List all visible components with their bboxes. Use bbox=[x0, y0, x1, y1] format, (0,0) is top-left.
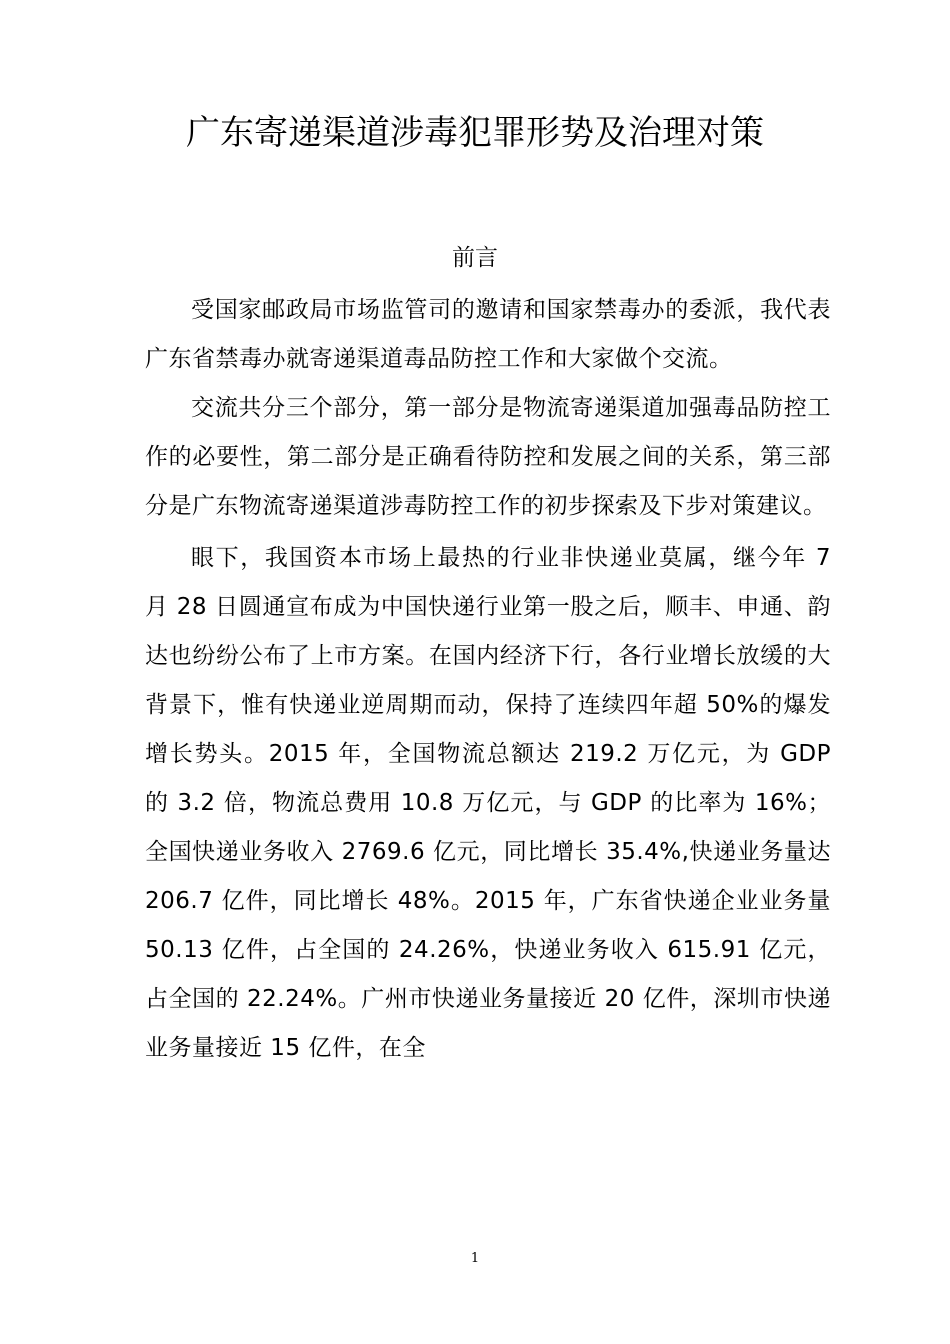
section-heading: 前言 bbox=[452, 245, 498, 271]
document-title: 广东寄递渠道涉毒犯罪形势及治理对策 bbox=[186, 113, 764, 153]
page-number: 1 bbox=[470, 1251, 480, 1266]
paragraph-3: 眼下，我国资本市场上最热的行业非快递业莫属，继今年 7 月 28 日圆通宣布成为中国快递行业第一股之后，顺丰、申通、韵达也纷纷公布了上市方案。在国内经济下行，各行业增长放缓的大背景下，惟有快递业逆周期而动，保持了连续四年超 50%的爆发增长势头。2015 年，全国物流总额达 219.2 万亿元，为 GDP 的 3.2 倍，物流总费用 10.8 万亿元，与 GDP 的比率为 16%；全国快递业务收入 2769.6 亿元，同比增长 35.4%,快递业务量达 206.7 亿件，同比增长 48%。2015 年，广东省快递企业业务量 50.13 亿件，占全国的 24.26%，快递业务收入 615.91 亿元，占全国的 22.24%。广州市快递业务量接近 20 亿件，深圳市快递业务量接近 15 亿件，在全 bbox=[145, 545, 831, 1061]
paragraph-2: 交流共分三个部分，第一部分是物流寄递渠道加强毒品防控工作的必要性，第二部分是正确看待防控和发展之间的关系，第三部分是广东物流寄递渠道涉毒防控工作的初步探索及下步对策建议。 bbox=[145, 395, 831, 519]
document-body bbox=[145, 286, 831, 1073]
paragraph-1: 受国家邮政局市场监管司的邀请和国家禁毒办的委派，我代表广东省禁毒办就寄递渠道毒品防控工作和大家做个交流。 bbox=[145, 297, 831, 372]
